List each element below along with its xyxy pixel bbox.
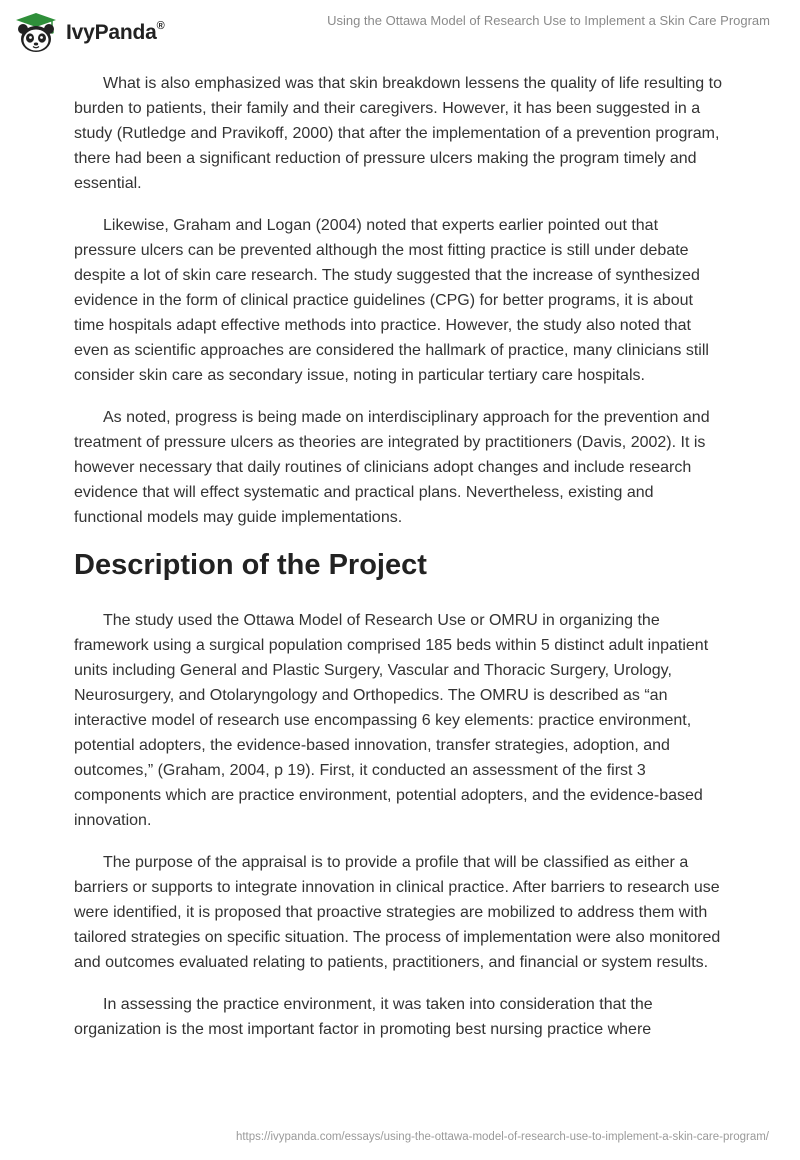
- section-heading: Description of the Project: [74, 549, 427, 581]
- logo-text: IvyPanda®: [66, 20, 165, 44]
- paragraph: The study used the Ottawa Model of Research Use or OMRU in organizing the framework using a surgical population comprised 185 beds within 5 distinct adult inpatient units including General and Plastic Surgery, Vascular and Thoracic Surgery, Urology, Neurosurgery, and Otolaryngology and Orthopedics. The OMRU is described as “an interactive model of research use encompassing 6 key elements: practice environment, potential adopters, the evidence-based innovation, transfer strategies, adoption, and outcomes,” (Graham, 2004, p 19). First, it conducted an assessment of the first 3 components which are practice environment, potential adopters, and the evidence-based innovation.: [74, 612, 709, 829]
- registered-mark: ®: [156, 20, 165, 32]
- page-header: [0, 0, 800, 70]
- panda-logo-icon: [12, 11, 60, 55]
- paragraph: The purpose of the appraisal is to provide a profile that will be classified as either a barriers or supports to integrate innovation in clinical practice. After barriers to research use were identified, it is proposed that proactive strategies are mobilized to address them with tailored strategies on specific situation. The process of implementation were also monitored and outcomes evaluated relating to patients, practitioners, and financial or system results.: [74, 854, 721, 971]
- paragraph: Likewise, Graham and Logan (2004) noted that experts earlier pointed out that pressure ulcers can be prevented although the most fitting practice is still under debate despite a lot of skin care research. The study suggested that the increase of synthesized evidence in the form of clinical practice guidelines (CPG) for better programs, it is about time hospitals adapt effective methods into practice. However, the study also noted that even as scientific approaches are considered the hallmark of practice, many clinicians still consider skin care as secondary issue, noting in particular tertiary care hospitals.: [74, 217, 709, 384]
- paragraph: As noted, progress is being made on interdisciplinary approach for the prevention and treatment of pressure ulcers as theories are integrated by practitioners (Davis, 2002). It is however necessary that daily routines of clinicians adopt changes and include research evidence that will effect systematic and practical plans. Nevertheless, existing and functional models may guide implementations.: [74, 409, 710, 526]
- essay-content: [74, 71, 724, 1059]
- document-title: Using the Ottawa Model of Research Use to Implement a Skin Care Program: [327, 13, 770, 28]
- source-url[interactable]: https://ivypanda.com/essays/using-the-ottawa-model-of-research-use-to-implement-a-skin-care-program/: [235, 1131, 769, 1143]
- paragraph: What is also emphasized was that skin breakdown lessens the quality of life resulting to burden to patients, their family and their caregivers. However, it has been suggested in a study (Rutledge and Pravikoff, 2000) that after the implementation of a prevention program, there had been a significant reduction of pressure ulcers making the program timely and essential.: [74, 75, 722, 192]
- ivypanda-logo[interactable]: [12, 9, 165, 57]
- paragraph: In assessing the practice environment, it was taken into consideration that the organization is the most important factor in promoting best nursing practice where: [74, 996, 653, 1038]
